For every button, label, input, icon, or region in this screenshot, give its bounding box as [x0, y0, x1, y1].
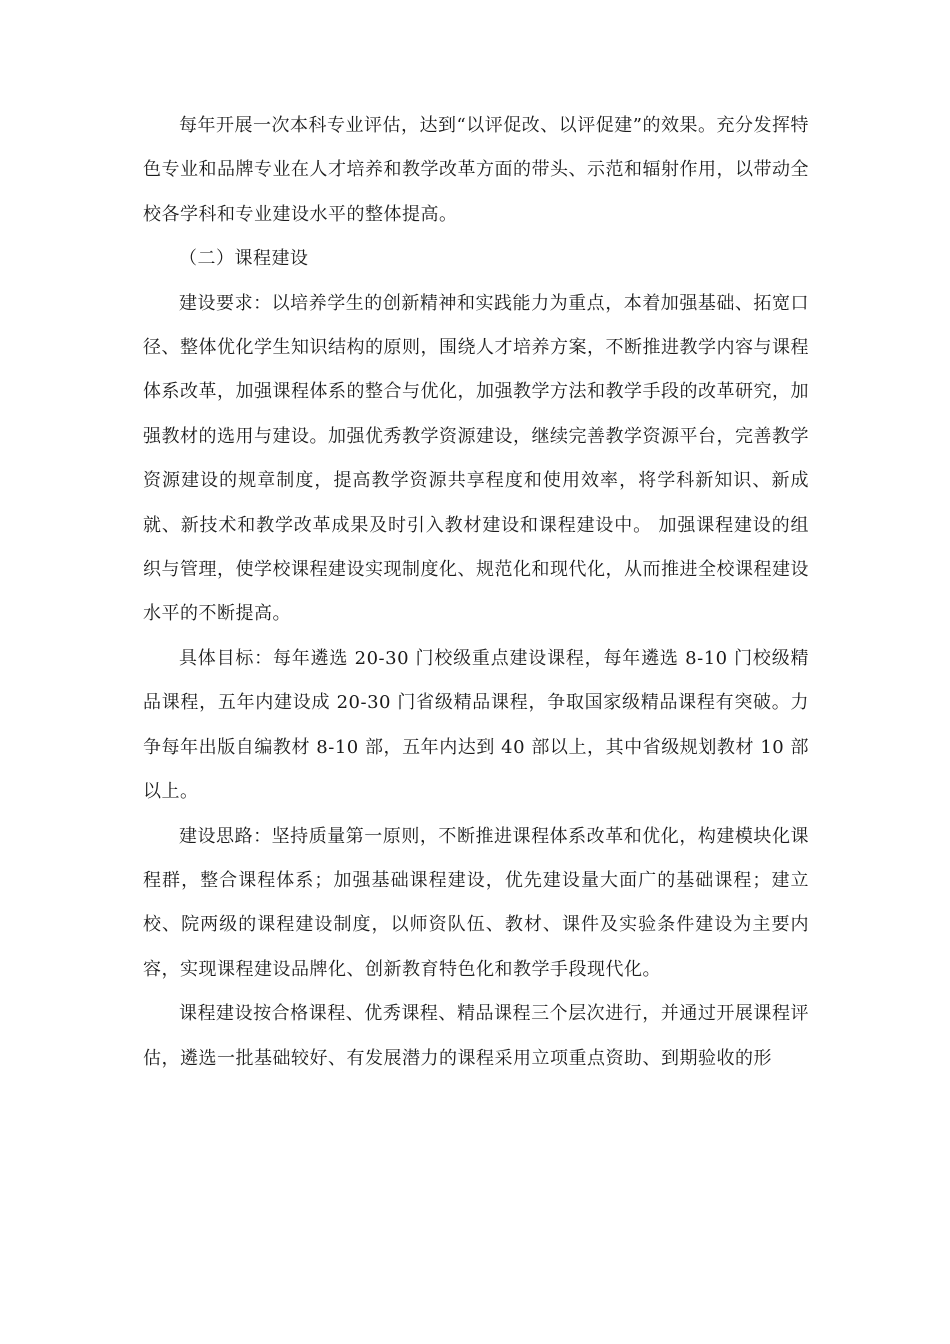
section-heading-course-construction: （二）课程建设: [179, 248, 309, 270]
document-body: [143, 104, 809, 1081]
paragraph-levels: 课程建设按合格课程、优秀课程、精品课程三个层次进行，并通过开展课程评估，遴选一批基础较好、有发展潜力的课程采用立项重点资助、到期验收的形: [143, 1003, 809, 1069]
paragraph-approach: 建设思路：坚持质量第一原则，不断推进课程体系改革和优化，构建模块化课程群，整合课程体系；加强基础课程建设，优先建设量大面广的基础课程；建立校、院两级的课程建设制度，以师资队伍、教材、课件及实验条件建设为主要内容，实现课程建设品牌化、创新教育特色化和教学手段现代化。: [143, 825, 809, 980]
paragraph-requirements: 建设要求：以培养学生的创新精神和实践能力为重点，本着加强基础、拓宽口径、整体优化学生知识结构的原则，围绕人才培养方案，不断推进教学内容与课程体系改革，加强课程体系的整合与优化，加强教学方法和教学手段的改革研究，加强教材的选用与建设。加强优秀教学资源建设，继续完善教学资源平台，完善教学资源建设的规章制度，提高教学资源共享程度和使用效率，将学科新知识、新成就、新技术和教学改革成果及时引入教材建设和课程建设中。 加强课程建设的组织与管理，使学校课程建设实现制度化、规范化和现代化，从而推进全校课程建设水平的不断提高。: [143, 292, 809, 625]
paragraph-targets: 具体目标：每年遴选 20-30 门校级重点建设课程，每年遴选 8-10 门校级精品课程，五年内建设成 20-30 门省级精品课程，争取国家级精品课程有突破。力争每年出版自编教材 8-10 部，五年内达到 40 部以上，其中省级规划教材 10 部以上。: [143, 647, 809, 803]
paragraph-evaluation: 每年开展一次本科专业评估，达到“以评促改、以评促建”的效果。充分发挥特色专业和品牌专业在人才培养和教学改革方面的带头、示范和辐射作用，以带动全校各学科和专业建设水平的整体提高。: [143, 115, 809, 225]
